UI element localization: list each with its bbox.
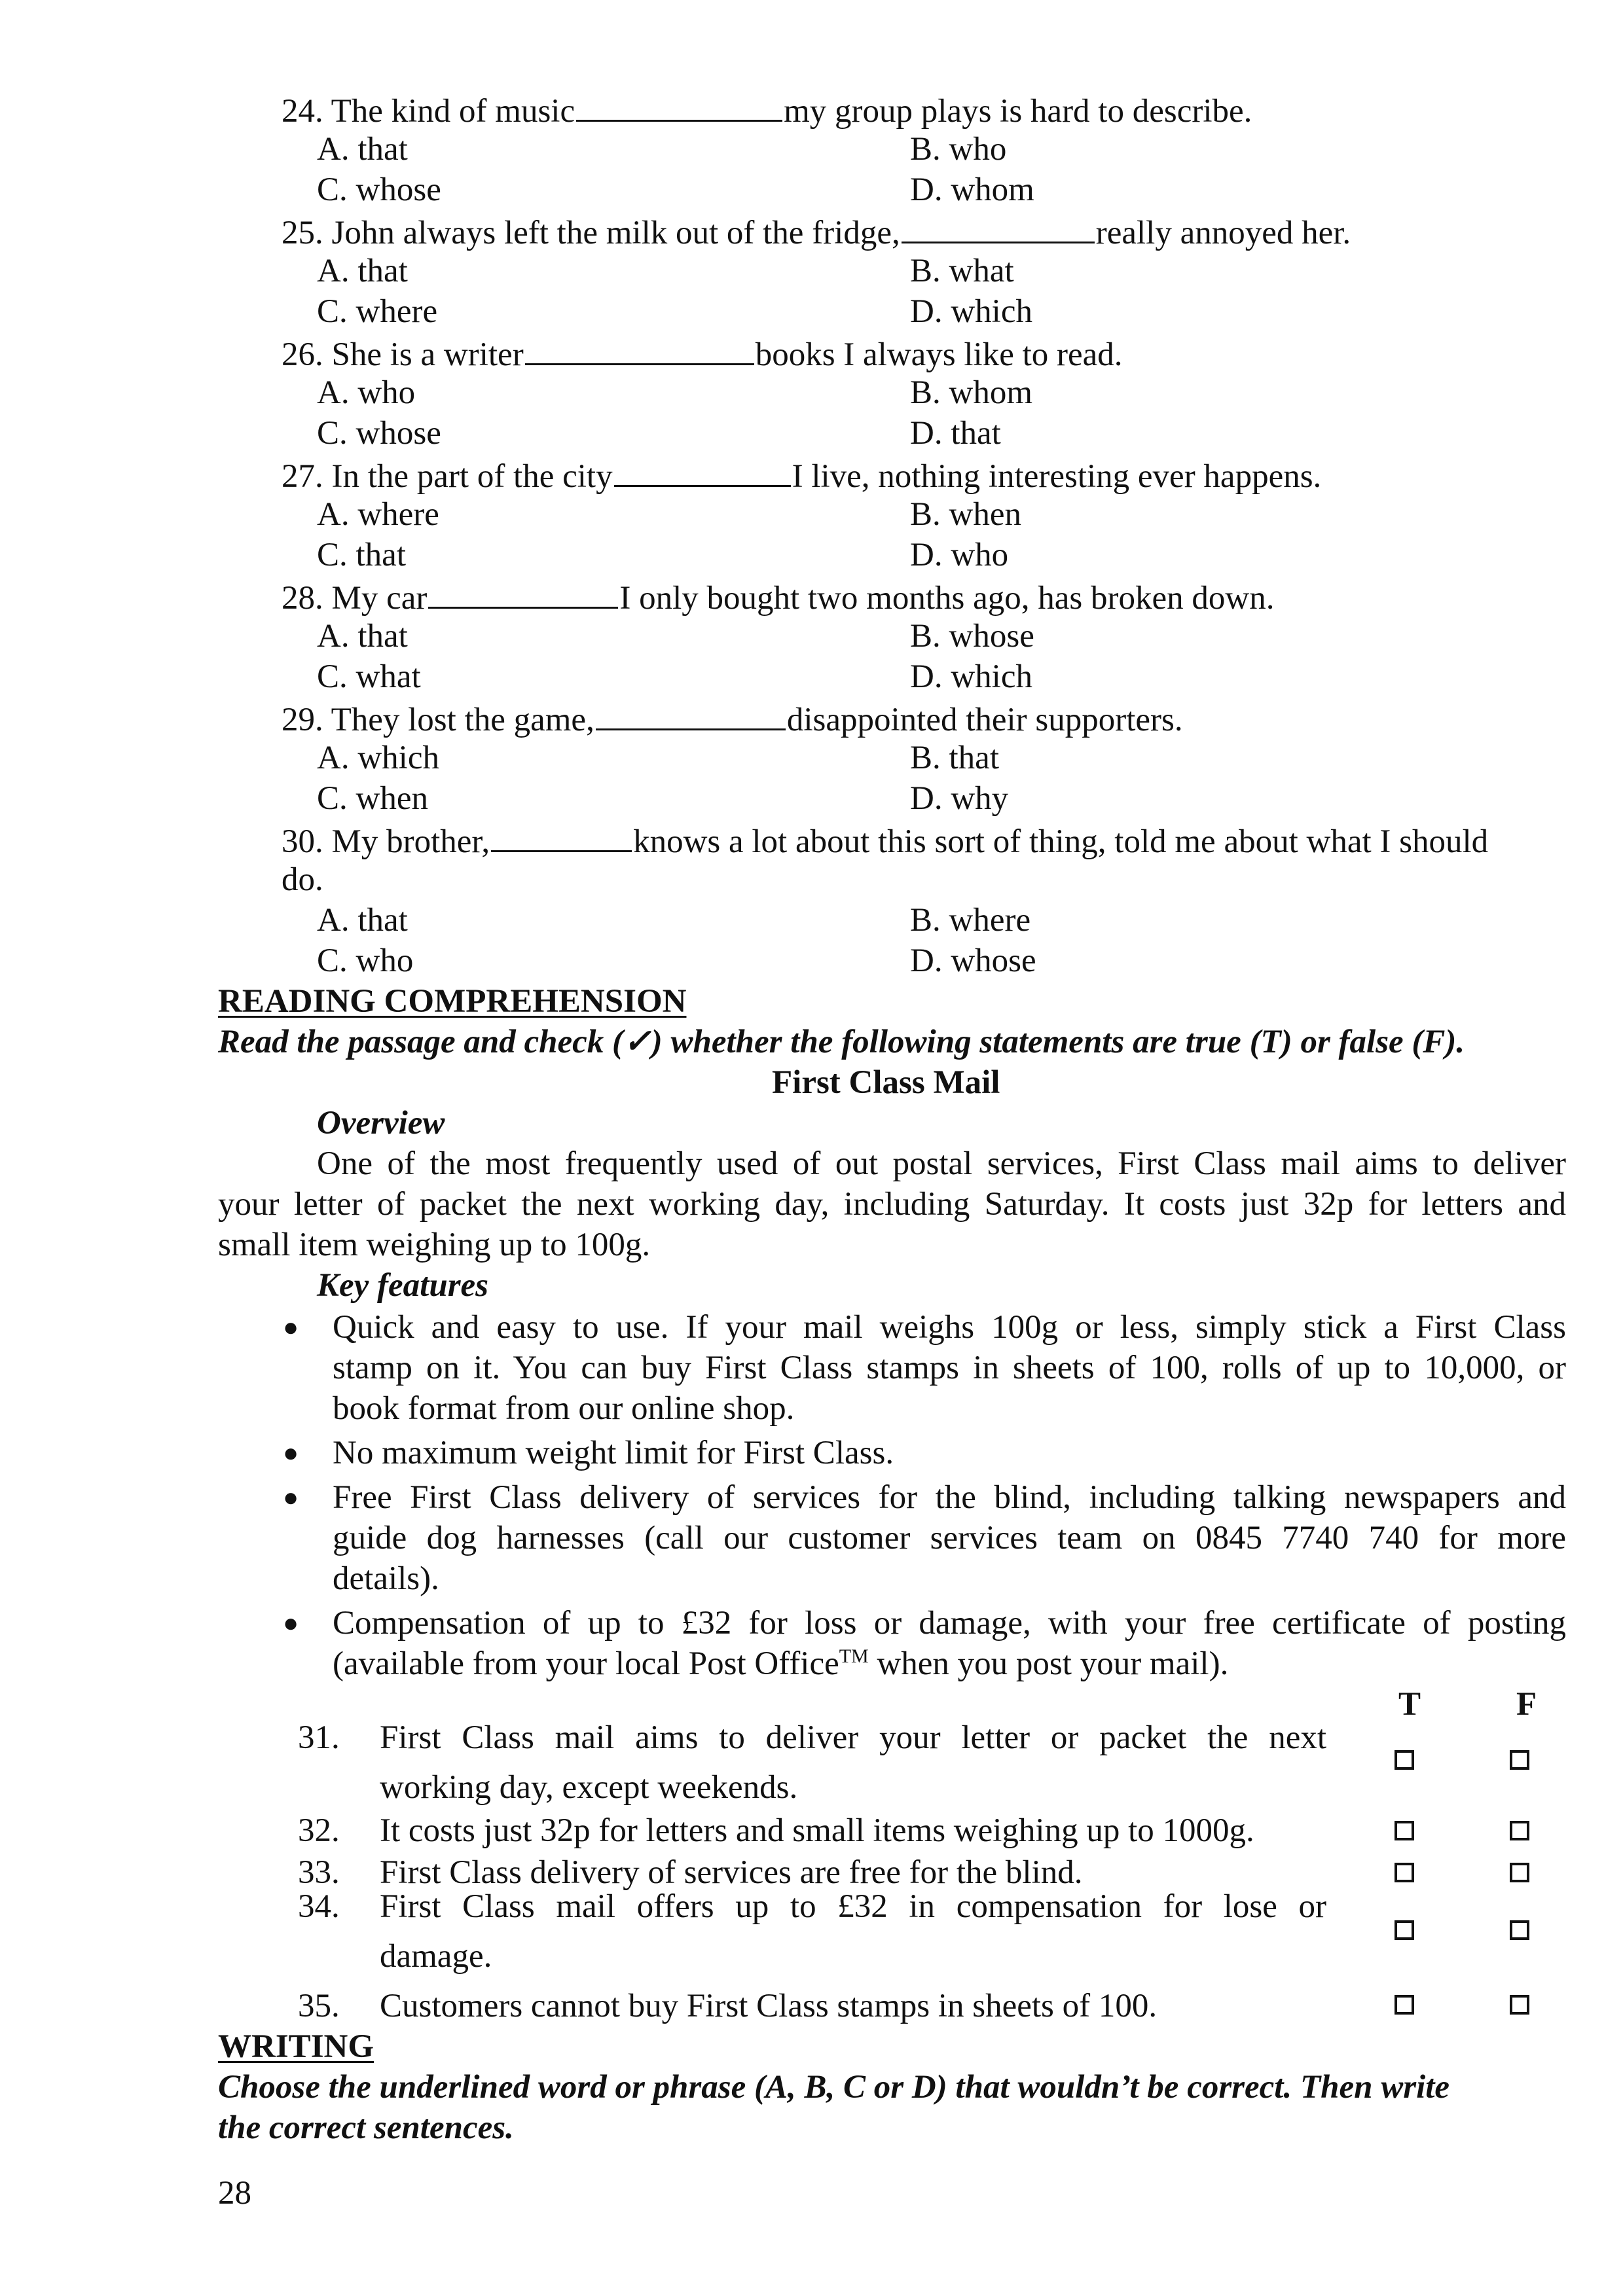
statement-text: damage. [380,1938,492,1975]
reading-instruction: Read the passage and check (✓) whether the following statements are true (T) or false (F). [218,1024,1465,1060]
feature-line: Quick and easy to use. If your mail weighs 100g or less, simply stick a First Class [333,1309,1566,1346]
feature-line: Compensation of up to £32 for loss or damage, with your free certificate of posting [333,1605,1566,1641]
statement-number: 32. [298,1812,340,1849]
bullet-icon: ● [283,1482,299,1512]
question-30-continuation: do. [282,861,323,898]
option: B. what [910,253,1014,289]
option: B. when [910,496,1021,533]
feature-line: stamp on it. You can buy First Class stamps in sheets of 100, rolls of up to 10,000, or [333,1350,1566,1386]
bullet-icon: ● [283,1438,299,1467]
overview-line: small item weighing up to 100g. [218,1227,651,1263]
writing-heading: WRITING [218,2028,374,2065]
statement-text: First Class delivery of services are free for the blind. [380,1854,1083,1891]
answer-blank[interactable] [525,332,754,365]
feature-line: guide dog harnesses (call our customer services team on 0845 7740 740 for more [333,1520,1566,1556]
option: C. what [317,658,421,695]
statement-text: working day, except weekends. [380,1769,798,1806]
question-30: 30. My brother, knows a lot about this sort of thing, told me about what I should [282,819,1488,862]
statement-text: It costs just 32p for letters and small items weighing up to 1000g. [380,1812,1254,1849]
overview-line: your letter of packet the next working day, including Saturday. It costs just 32p for letters and [218,1186,1566,1223]
question-29: 29. They lost the game, disappointed their supporters. [282,697,1183,740]
answer-blank[interactable] [491,819,632,852]
option: B. whose [910,618,1034,655]
bullet-icon: ● [283,1608,299,1638]
feature-line: book format from our online shop. [333,1390,795,1427]
option: D. whom [910,171,1034,208]
reading-heading: READING COMPREHENSION [218,983,687,1020]
statement-text: Customers cannot buy First Class stamps in sheets of 100. [380,1988,1158,2024]
option: A. that [317,618,408,655]
statement-text: First Class mail offers up to £32 in compensation for lose or [380,1888,1326,1925]
option: A. that [317,902,408,939]
option: A. which [317,740,439,776]
option: C. whose [317,415,441,452]
option: D. that [910,415,1001,452]
overview-label: Overview [317,1105,445,1141]
option: D. which [910,293,1032,330]
true-checkbox[interactable] [1395,1821,1414,1840]
overview-line: One of the most frequently used of out postal services, First Class mail aims to deliver [317,1145,1566,1182]
option: A. that [317,253,408,289]
question-25: 25. John always left the milk out of the fridge, really annoyed her. [282,210,1351,253]
false-checkbox[interactable] [1510,1821,1529,1840]
false-checkbox[interactable] [1510,1995,1529,2015]
question-27: 27. In the part of the city I live, nothing interesting ever happens. [282,454,1321,497]
statement-number: 33. [298,1854,340,1891]
option: B. where [910,902,1031,939]
statement-number: 34. [298,1888,340,1925]
question-24: 24. The kind of music my group plays is hard to describe. [282,88,1252,132]
question-26: 26. She is a writer books I always like to read. [282,332,1123,375]
answer-blank[interactable] [614,454,791,487]
statement-number: 31. [298,1719,340,1756]
false-column-header: F [1516,1686,1537,1723]
option: A. that [317,131,408,168]
option: A. where [317,496,439,533]
option: C. who [317,942,414,979]
answer-blank[interactable] [902,210,1095,243]
feature-line: Free First Class delivery of services for the blind, including talking newspapers and [333,1479,1566,1516]
option: D. whose [910,942,1036,979]
option: D. who [910,537,1009,573]
writing-instruction: the correct sentences. [218,2109,514,2146]
answer-blank[interactable] [576,88,782,122]
option: D. why [910,780,1009,817]
true-checkbox[interactable] [1395,1920,1414,1940]
option: C. when [317,780,428,817]
option: C. whose [317,171,441,208]
passage-title: First Class Mail [772,1064,1000,1101]
true-column-header: T [1398,1686,1421,1723]
option: D. which [910,658,1032,695]
statement-number: 35. [298,1988,340,2024]
features-label: Key features [317,1267,489,1304]
option: C. where [317,293,438,330]
bullet-icon: ● [283,1312,299,1342]
option: C. that [317,537,406,573]
trademark: TM [839,1645,869,1667]
answer-blank[interactable] [428,575,618,609]
page-number: 28 [218,2175,251,2212]
feature-line: No maximum weight limit for First Class. [333,1435,894,1471]
option: B. whom [910,374,1033,411]
feature-line: (available from your local Post Office™ when you post your mail). [333,1645,1229,1682]
true-checkbox[interactable] [1395,1863,1414,1882]
false-checkbox[interactable] [1510,1920,1529,1940]
feature-line: details). [333,1560,439,1597]
answer-blank[interactable] [596,697,786,730]
option: B. that [910,740,999,776]
option: A. who [317,374,416,411]
writing-instruction: Choose the underlined word or phrase (A, B, C or D) that wouldn’t be correct. Then write [218,2069,1450,2106]
option: B. who [910,131,1007,168]
true-checkbox[interactable] [1395,1995,1414,2015]
statement-text: First Class mail aims to deliver your letter or packet the next [380,1719,1326,1756]
false-checkbox[interactable] [1510,1863,1529,1882]
true-checkbox[interactable] [1395,1750,1414,1770]
false-checkbox[interactable] [1510,1750,1529,1770]
question-28: 28. My car I only bought two months ago, has broken down. [282,575,1274,619]
